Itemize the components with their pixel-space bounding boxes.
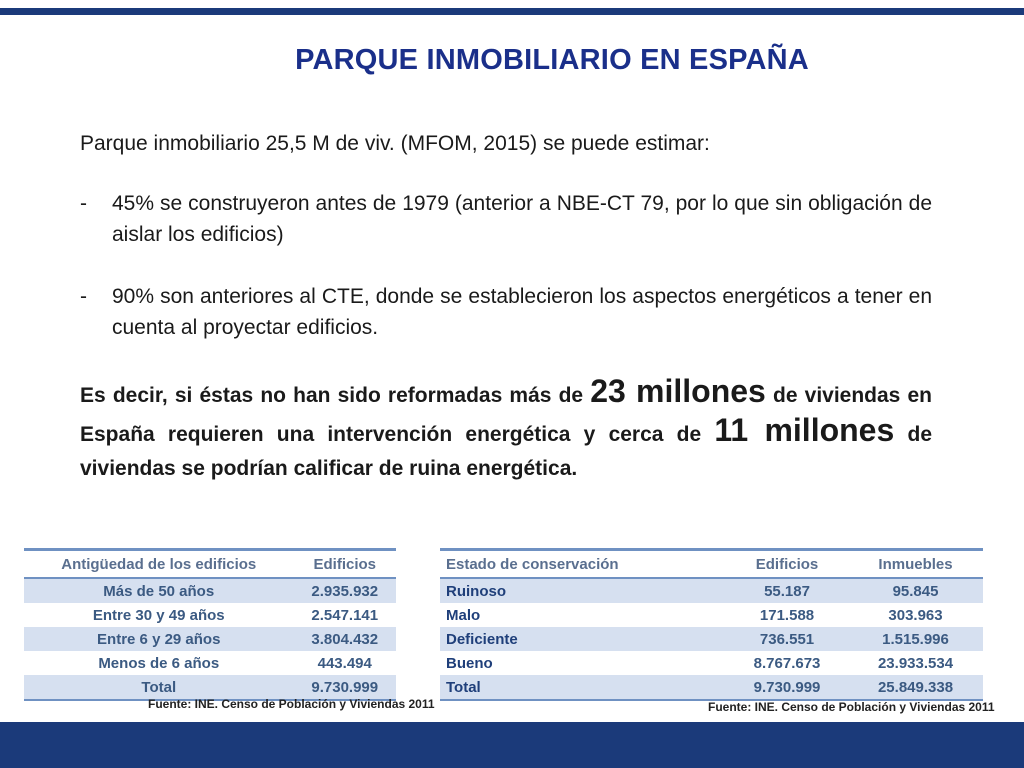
buildings-value: 2.547.141: [294, 603, 397, 627]
header-age: Antigüedad de los edificios: [24, 550, 294, 579]
total-label: Total: [24, 675, 294, 700]
conclusion-part-1: Es decir, si éstas no han sido reformadas más de: [80, 384, 591, 407]
table-row-total: [440, 675, 983, 700]
slide-title: PARQUE INMOBILIARIO EN ESPAÑA: [295, 44, 809, 76]
conclusion-highlight-23m: 23 millones: [590, 373, 766, 409]
conclusion-highlight-11m: 11 millones: [714, 412, 895, 448]
table-row: [24, 627, 396, 651]
buildings-value: 171.588: [726, 603, 848, 627]
table-row: [440, 578, 983, 603]
properties-value: 23.933.534: [848, 651, 983, 675]
bullet-dash: -: [80, 192, 87, 215]
bullet-text: 45% se construyeron antes de 1979 (anterior a NBE-CT 79, por lo que sin obligación de aislar los edificios): [112, 192, 932, 246]
intro-text: Parque inmobiliario 25,5 M de viv. (MFOM, 2015) se puede estimar:: [80, 132, 710, 155]
bullet-2: [80, 281, 932, 343]
table-row: [440, 651, 983, 675]
conclusion-paragraph: [80, 374, 932, 486]
table-row: [440, 603, 983, 627]
age-label: Entre 6 y 29 años: [24, 627, 294, 651]
building-age-table: [24, 548, 396, 701]
bullet-1: [80, 188, 932, 250]
bullet-dash: -: [80, 285, 87, 308]
properties-value: 95.845: [848, 578, 983, 603]
conclusion-part-2: de viviendas en España requieren una intervención energética y cerca de: [80, 384, 933, 446]
buildings-value: 443.494: [294, 651, 397, 675]
table-row: [24, 578, 396, 603]
conclusion-part-3: de viviendas se podrían calificar de ruina energética.: [80, 423, 932, 480]
age-label: Más de 50 años: [24, 578, 294, 603]
source-note-age: Fuente: INE. Censo de Población y Viviendas 2011: [148, 697, 435, 711]
state-label: Deficiente: [440, 627, 726, 651]
age-label: Menos de 6 años: [24, 651, 294, 675]
buildings-value: 3.804.432: [294, 627, 397, 651]
buildings-value: 55.187: [726, 578, 848, 603]
total-label: Total: [440, 675, 726, 700]
buildings-value: 736.551: [726, 627, 848, 651]
conservation-state-table: [440, 548, 983, 701]
total-buildings-value: 9.730.999: [726, 675, 848, 700]
properties-value: 303.963: [848, 603, 983, 627]
bottom-bar: [0, 722, 1024, 768]
table-row: [440, 627, 983, 651]
total-properties-value: 25.849.338: [848, 675, 983, 700]
buildings-value: 8.767.673: [726, 651, 848, 675]
total-value: 9.730.999: [294, 675, 397, 700]
table-row: [24, 603, 396, 627]
source-note-state: Fuente: INE. Censo de Población y Viviendas 2011: [708, 700, 995, 714]
age-label: Entre 30 y 49 años: [24, 603, 294, 627]
table-row: [24, 651, 396, 675]
properties-value: 1.515.996: [848, 627, 983, 651]
state-label: Ruinoso: [440, 578, 726, 603]
header-buildings: Edificios: [294, 550, 397, 579]
state-label: Bueno: [440, 651, 726, 675]
header-state: Estado de conservación: [440, 550, 726, 579]
top-bar: [0, 8, 1024, 15]
header-properties: Inmuebles: [848, 550, 983, 579]
buildings-value: 2.935.932: [294, 578, 397, 603]
header-buildings: Edificios: [726, 550, 848, 579]
state-label: Malo: [440, 603, 726, 627]
bullet-text: 90% son anteriores al CTE, donde se establecieron los aspectos energéticos a tener en cuenta al proyectar edificios.: [112, 285, 932, 339]
